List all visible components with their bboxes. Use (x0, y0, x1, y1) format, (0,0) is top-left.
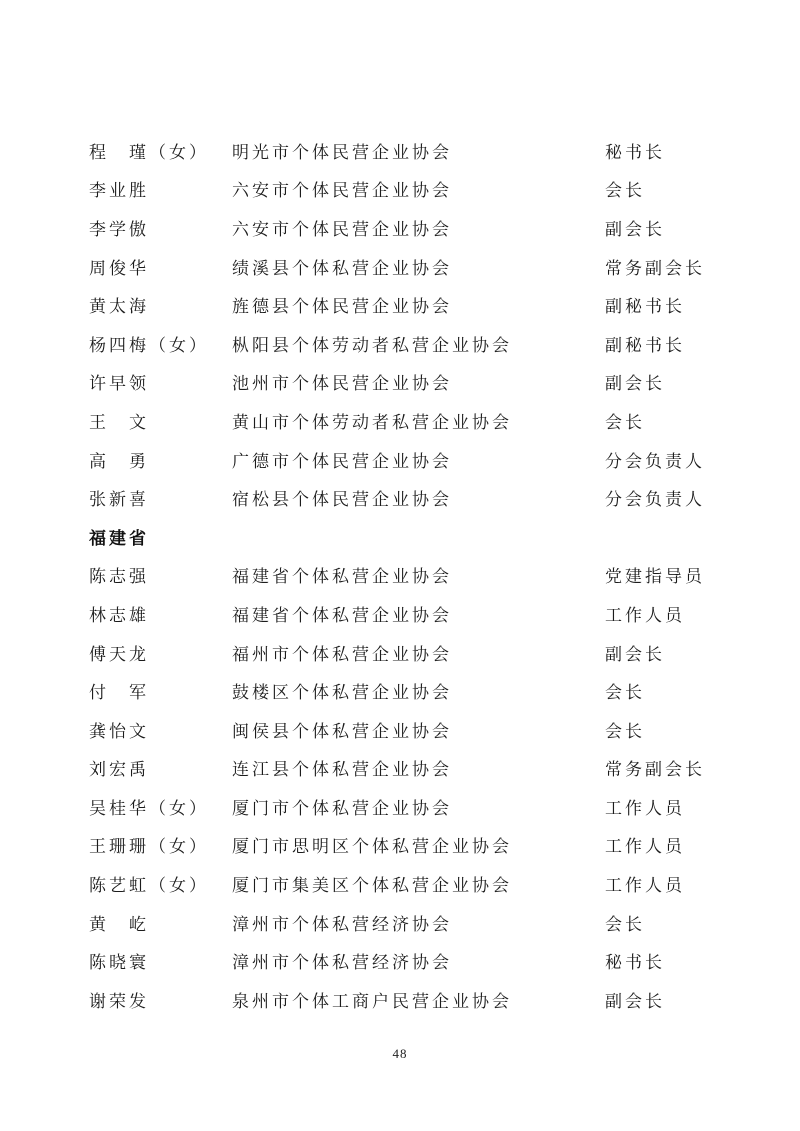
person-name: 杨四梅（女） (89, 335, 209, 355)
section-header: 福建省 (89, 528, 149, 548)
roster-row (89, 710, 713, 749)
position-title: 党建指导员 (605, 567, 705, 587)
roster-row (89, 749, 713, 788)
roster-row (89, 941, 713, 980)
organization-name: 福建省个体私营企业协会 (232, 605, 452, 625)
person-name: 谢荣发 (89, 991, 149, 1011)
organization-name: 厦门市集美区个体私营企业协会 (232, 876, 512, 896)
roster-row (89, 903, 713, 942)
roster-row (89, 208, 713, 247)
position-title: 副会长 (605, 219, 665, 239)
organization-name: 枞阳县个体劳动者私营企业协会 (232, 335, 512, 355)
position-title: 常务副会长 (605, 760, 705, 780)
person-name: 王 文 (89, 412, 149, 432)
organization-name: 漳州市个体私营经济协会 (232, 914, 452, 934)
organization-name: 宿松县个体民营企业协会 (232, 490, 452, 510)
position-title: 会长 (605, 412, 645, 432)
person-name: 张新喜 (89, 490, 149, 510)
roster-list (89, 131, 713, 1019)
organization-name: 福州市个体私营企业协会 (232, 644, 452, 664)
organization-name: 漳州市个体私营经济协会 (232, 953, 452, 973)
organization-name: 六安市个体民营企业协会 (232, 219, 452, 239)
position-title: 会长 (605, 721, 645, 741)
position-title: 分会负责人 (605, 451, 705, 471)
roster-row (89, 170, 713, 209)
organization-name: 闽侯县个体私营企业协会 (232, 721, 452, 741)
roster-row (89, 556, 713, 595)
person-name: 陈晓寰 (89, 953, 149, 973)
person-name: 黄太海 (89, 297, 149, 317)
position-title: 秘书长 (605, 953, 665, 973)
person-name: 刘宏禹 (89, 760, 149, 780)
position-title: 工作人员 (605, 798, 685, 818)
person-name: 吴桂华（女） (89, 798, 209, 818)
person-name: 林志雄 (89, 605, 149, 625)
person-name: 陈志强 (89, 567, 149, 587)
roster-row (89, 594, 713, 633)
position-title: 会长 (605, 914, 645, 934)
position-title: 会长 (605, 683, 645, 703)
person-name: 陈艺虹（女） (89, 876, 209, 896)
position-title: 工作人员 (605, 837, 685, 857)
roster-row (89, 324, 713, 363)
person-name: 李业胜 (89, 181, 149, 201)
roster-row (89, 671, 713, 710)
roster-row (89, 633, 713, 672)
organization-name: 连江县个体私营企业协会 (232, 760, 452, 780)
roster-row (89, 285, 713, 324)
organization-name: 福建省个体私营企业协会 (232, 567, 452, 587)
organization-name: 绩溪县个体私营企业协会 (232, 258, 452, 278)
position-title: 会长 (605, 181, 645, 201)
organization-name: 广德市个体民营企业协会 (232, 451, 452, 471)
roster-row (89, 247, 713, 286)
position-title: 副秘书长 (605, 297, 685, 317)
position-title: 副会长 (605, 991, 665, 1011)
roster-row (89, 478, 713, 517)
roster-row (89, 440, 713, 479)
person-name: 周俊华 (89, 258, 149, 278)
roster-row (89, 363, 713, 402)
organization-name: 池州市个体民营企业协会 (232, 374, 452, 394)
organization-name: 厦门市个体私营企业协会 (232, 798, 452, 818)
position-title: 秘书长 (605, 142, 665, 162)
roster-row (89, 401, 713, 440)
position-title: 常务副会长 (605, 258, 705, 278)
organization-name: 明光市个体民营企业协会 (232, 142, 452, 162)
person-name: 付 军 (89, 683, 149, 703)
organization-name: 鼓楼区个体私营企业协会 (232, 683, 452, 703)
page-number: 48 (392, 1046, 408, 1061)
person-name: 高 勇 (89, 451, 149, 471)
person-name: 傅天龙 (89, 644, 149, 664)
position-title: 副会长 (605, 644, 665, 664)
organization-name: 泉州市个体工商户民营企业协会 (232, 991, 512, 1011)
roster-row (89, 980, 713, 1019)
roster-row (89, 787, 713, 826)
position-title: 工作人员 (605, 605, 685, 625)
person-name: 程 瑾（女） (89, 142, 209, 162)
organization-name: 六安市个体民营企业协会 (232, 181, 452, 201)
person-name: 龚怡文 (89, 721, 149, 741)
roster-row (89, 131, 713, 170)
person-name: 李学傲 (89, 219, 149, 239)
roster-row (89, 826, 713, 865)
position-title: 分会负责人 (605, 490, 705, 510)
organization-name: 黄山市个体劳动者私营企业协会 (232, 412, 512, 432)
position-title: 工作人员 (605, 876, 685, 896)
roster-row (89, 864, 713, 903)
position-title: 副会长 (605, 374, 665, 394)
person-name: 许早领 (89, 374, 149, 394)
person-name: 王珊珊（女） (89, 837, 209, 857)
organization-name: 厦门市思明区个体私营企业协会 (232, 837, 512, 857)
person-name: 黄 屹 (89, 914, 149, 934)
organization-name: 旌德县个体民营企业协会 (232, 297, 452, 317)
position-title: 副秘书长 (605, 335, 685, 355)
